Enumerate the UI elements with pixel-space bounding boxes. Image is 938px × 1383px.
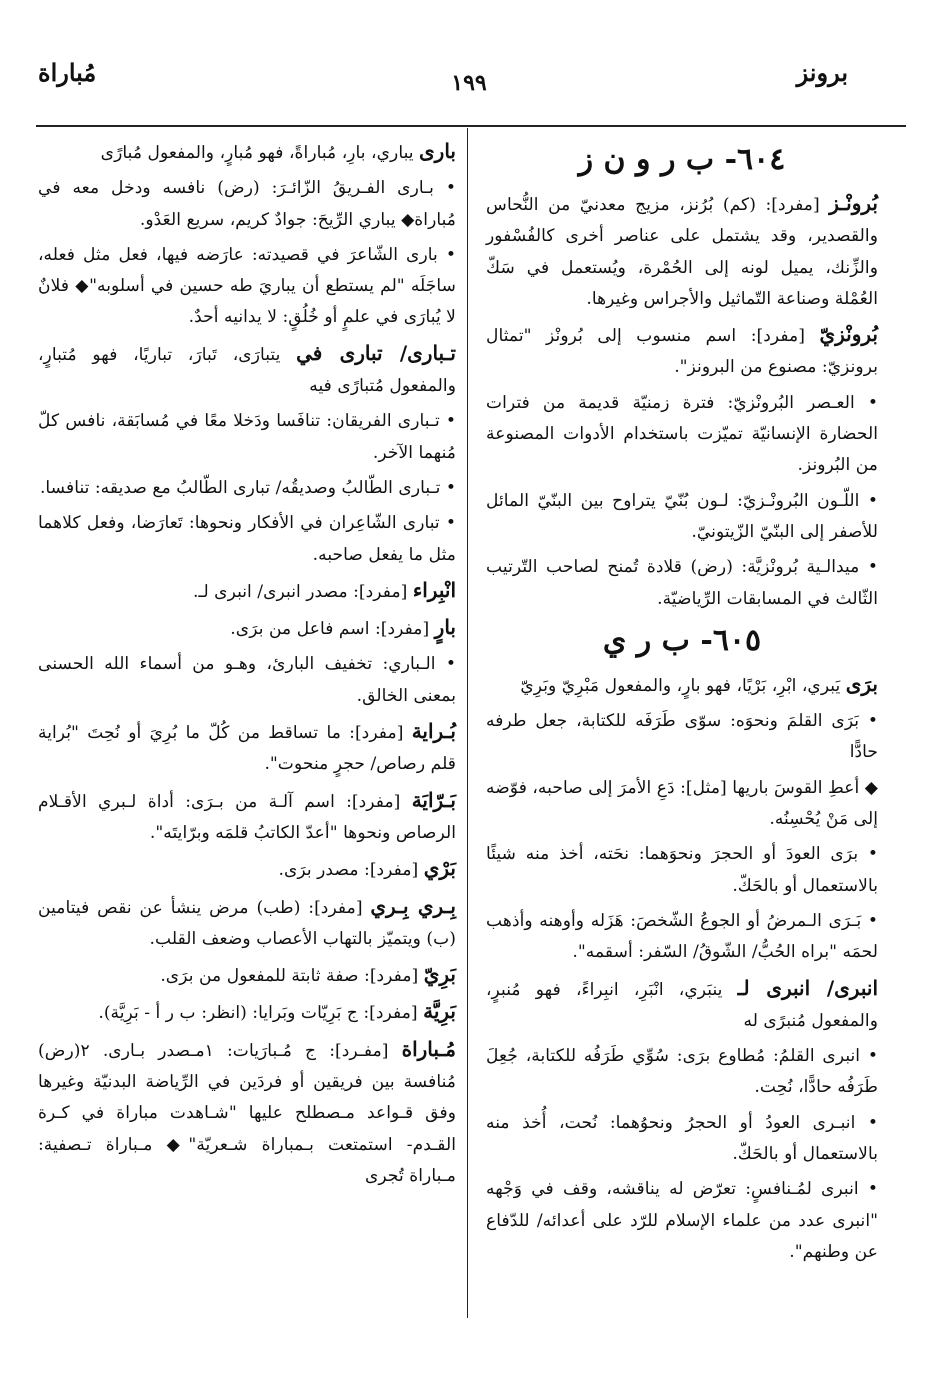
entry-definition: [مفرد]: مصدر انبرى/ انبرى لـ. — [192, 581, 413, 602]
definition-paragraph: • بارى الشّاعرَ في قصيدته: عارَضه فيها، فعل مثل فعله، ساجَلَه "لم يستطع أن يباريَ طه حسين في أسلوبه"◆ فلانٌ لا يُبارَى في علمٍ أو خُلُقٍ: لا يدانيه أحدٌ. — [38, 244, 456, 328]
definition-paragraph: • بـارى الفـريقُ الزّائـرَ: (رض) نافسه ودخل معه في مُباراة◆ يباري الرِّيحَ: جوادٌ كريم، سريع العَدْو. — [38, 178, 456, 230]
entry-headword: بَرِيَّة — [423, 999, 456, 1024]
definition-paragraph: • العـصر البُرونْزيّ: فترة زمنيّة قديمة من فترات الحضارة الإنسانيّة تميّزت باستخدام الأدوات المصنوعة من البُرونز. — [486, 392, 878, 476]
dictionary-entry — [38, 891, 456, 956]
definition-paragraph: • تـبارى الطّالبُ وصديقُه/ تبارى الطّالبُ مع صديقه: تنافسا. — [39, 477, 456, 498]
entry-headword: بارى — [419, 139, 456, 163]
entry-headword: بَـرّايَة — [411, 787, 456, 812]
entry-definition: [مفرد]: (طب) مرض ينشأ عن نقص فيتامين (ب) ويتميّز بالتهاب الأعصاب وضعف القلب. — [38, 897, 456, 949]
dictionary-entry — [38, 716, 456, 781]
entry-headword: بَرْي — [423, 856, 456, 881]
entry-definition: [مفرد]: مصدر برَى. — [278, 860, 424, 881]
dictionary-entry — [486, 973, 878, 1038]
dictionary-entry — [38, 1034, 456, 1192]
section-heading: ٦٠٤- ب ر و ن ز — [578, 142, 786, 177]
dictionary-entry — [486, 188, 878, 315]
right-column — [486, 136, 878, 1272]
definition-paragraph: • بَـرَى الـمرضُ أو الجوعُ الشّخصَ: هَزَله وأوهنه وأذهب لحمَه "براه الحُبُّ/ الشّوقُ/ السّفر: أسقمه". — [486, 910, 878, 963]
dictionary-entry — [486, 669, 878, 702]
entry-headword: بارٍ — [434, 615, 456, 640]
entry-definition: يتبارَى، تَبارَ، تباريًا، فهو مُتبارٍ، والمفعول مُتبارًى فيه — [38, 344, 456, 397]
entry-headword: برَى — [845, 671, 878, 696]
definition-paragraph: • تبارى الشّاعِران في الأفكار ونحوها: تَعارَضا، وفعل كلاهما مثل ما يفعل صاحبه. — [38, 513, 456, 565]
entry-definition: [مفرد]: (كم) بُرُنز، مزيج معدنيّ من النُّحاس والقصدير، وقد يشتمل على عناصر أخرى كالفُسْفور والزِّنك، يميل لونه إلى الحُمْرة، ويُستعمل في سَكّ العُمْلة وصناعة التّماثيل والأجراس وغيرها. — [486, 195, 878, 309]
entry-headword: بِـري بِـري — [370, 893, 456, 918]
entry-definition: [مفرد]: ما تساقط من كُلّ ما بُرِيَ أو نُحِتَ "بُراية قلم رصاص/ حجرٍ منحوت". — [38, 723, 456, 775]
header-rule — [36, 125, 906, 127]
definition-paragraph: • انبرى القلمُ: مُطاوع برَى: سُوِّي طَرَفُه للكتابة، جُعِلَ طَرَفُه حادًّا، نُحِت. — [486, 1046, 878, 1098]
definition-paragraph: • ميدالـية بُرونْزيَّة: (رض) قلادة تُمنح لصاحب التّرتيب الثّالث في المسابقات الرِّياضيّة. — [486, 557, 878, 609]
entry-definition: يباري، بارِ، مُباراةً، فهو مُبارٍ، والمفعول مُبارًى — [100, 143, 420, 163]
entry-definition: [مفرد]: اسم آلـة من بـرَى: أداة لـبري الأقـلام الرصاص ونحوها "أعدّ الكاتبُ قلمَه وبرّايتَه". — [38, 791, 456, 843]
section-heading: ٦٠٥- ب ر ي — [602, 622, 762, 658]
entry-definition: يَبري، ابْرِ، بَرْيًا، فهو بارٍ، والمفعول مَبْرِيّ وبَرِيّ — [520, 675, 846, 696]
dictionary-entry — [38, 612, 456, 645]
definition-paragraph: • اللّـون البُرونْـزيّ: لـون بُنّيّ يتراوح بين البنّيّ المائل للأصفر إلى البنّيّ الزّيتونيّ. — [486, 490, 878, 542]
dictionary-entry — [38, 575, 456, 608]
dictionary-entry — [38, 853, 456, 886]
entry-headword: انْبِراء — [412, 577, 456, 602]
definition-paragraph: • انبرى لمُـنافسٍ: تعرّض له يناقشه، وقف في وَجْهه "انبرى عدد من علماء الإسلام للرّد على أعدائه/ للدّفاع عن وطنهم". — [486, 1179, 878, 1262]
header-right-word: برونز — [796, 58, 848, 87]
entry-headword: بُرونْـز — [829, 191, 878, 215]
entry-definition: ينبَري، انْبَرِ، انبِراءً، فهو مُنبرٍ، والمفعول مُنبرًى له — [486, 979, 878, 1031]
dictionary-entry — [38, 996, 456, 1029]
entry-headword: بُـراية — [411, 719, 456, 744]
entry-headword: بُرونْزيّ — [819, 322, 878, 347]
entry-headword: انبرى/ انبرى لـ — [737, 975, 878, 1000]
entry-definition: [مفرد]: صفة ثابتة للمفعول من برَى. — [160, 966, 424, 987]
dictionary-entry — [38, 338, 456, 403]
column-divider — [467, 128, 468, 1318]
dictionary-entry — [38, 959, 456, 992]
definition-paragraph: ◆ أعطِ القوسَ باريها [مثل]: دَعِ الأمرَ إلى صاحبه، فوّضه إلى مَنْ يُحْسِنُه. — [486, 777, 878, 830]
entry-definition: [مفرد]: اسم فاعل من برَى. — [230, 619, 435, 640]
dictionary-entry — [38, 785, 456, 850]
header-left-word: مُباراة — [38, 58, 97, 87]
entry-headword: مُـباراة — [401, 1036, 457, 1061]
entry-definition: [مفرد]: ج بَرِيّات وبَرايا: (انظر: ب ر أ - بَرِيَّة). — [98, 1003, 424, 1024]
dictionary-entry — [486, 319, 878, 384]
entry-definition: [مفرد]: اسم منسوب إلى بُرونْز "تمثال برونزيّ: مصنوع من البرونز". — [486, 326, 878, 378]
left-column — [38, 136, 456, 1196]
definition-paragraph: • تـبارى الفريقان: تنافَسا ودَخلا معًا في مُسابَقة، نافس كلّ مُنهما الآخر. — [38, 411, 456, 463]
entry-headword: بَرِيّ — [423, 962, 456, 987]
entry-definition: [مفـرد]: ج مُـبارَيات: ١مـصدر بـارى. ٢(رض) مُنافسة بين فريقين أو فردَين في الرِّياضة البدنيّة وغيرها وفق قـواعد مـصطلح عليها "شـاهدت مباراة في كـرة القـدم- استمتعت بـمباراة شـعريّة"◆ مـباراة تـصفية: مـباراة تُجرى — [38, 1040, 456, 1186]
definition-paragraph: • الـباري: تخفيف البارئ، وهـو من أسماء الله الحسنى بمعنى الخالق. — [38, 654, 456, 706]
page-number: ١٩٩ — [451, 70, 487, 96]
definition-paragraph: • انبـرى العودُ أو الحجرُ ونحوُهما: نُحت، أُخذ منه بالاستعمال أو بالحَكّ. — [486, 1112, 878, 1165]
definition-paragraph: • بَرَى القلمَ ونحوَه: سوّى طَرَفَه للكتابة، جعل طرفه حادًّا — [486, 711, 878, 763]
dictionary-entry — [38, 136, 456, 169]
definition-paragraph: • برَى العودَ أو الحجرَ ونحوَهما: نحَته، أخذ منه شيئًا بالاستعمال أو بالحَكّ. — [486, 844, 878, 896]
entry-headword: تـبارى/ تبارى في — [296, 340, 456, 365]
